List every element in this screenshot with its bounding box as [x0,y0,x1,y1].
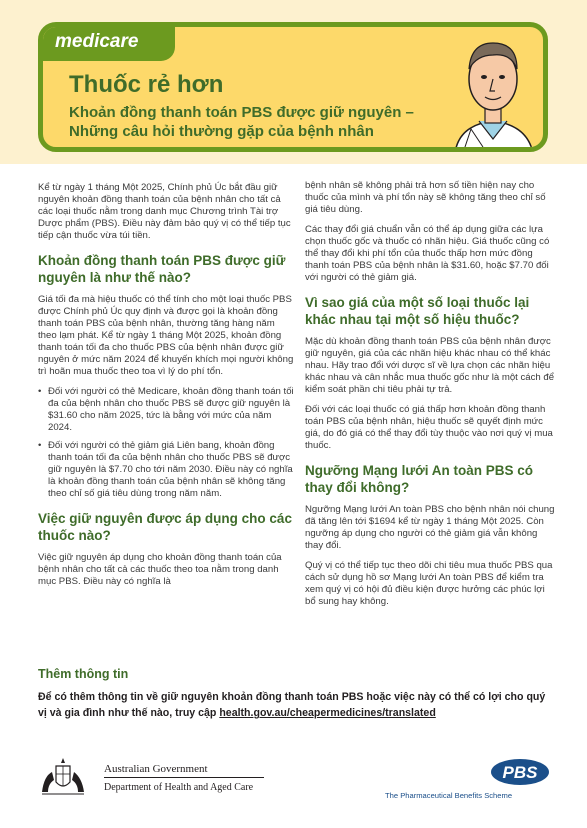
header-banner [0,0,587,164]
title-card [38,22,548,152]
intro-paragraph: Kể từ ngày 1 tháng Một 2025, Chính phủ Úc bắt đầu giữ nguyên khoản đồng thanh toán của bệnh nhân cho tất cả các loại thuốc nằm trong danh mục Chương trình Tài trợ Dược phẩm (PBS). Điều này đảm bảo quý vị có thể tiếp tục tiếp cận thuốc vừa túi tiền. [38,182,291,241]
left-column [38,182,296,596]
more-info-text [38,689,553,721]
paragraph: bệnh nhân sẽ không phải trả hơn số tiền hiện nay cho thuốc của mình và phí tổn này sẽ không tăng theo chỉ số giá tiêu dùng. [305,180,546,215]
section-heading-price-differences: Vì sao giá của một số loại thuốc lại khác nhau tại một số hiệu thuốc? [305,295,530,327]
page-subtitle: Khoản đồng thanh toán PBS được giữ nguyên – Những câu hỏi thường gặp của bệnh nhân [69,104,414,140]
more-info-heading: Thêm thông tin [38,667,129,681]
paragraph: Quý vị có thể tiếp tục theo dõi chi tiêu mua thuốc PBS qua cách sử dụng hồ sơ Mạng lưới An toàn PBS để kiểm tra xem quý vị có hội đủ điều kiện được hưởng các phúc lợi bổ sung hay không. [305,560,553,607]
medicare-tab [43,27,175,61]
more-info-section [38,667,553,721]
more-info-link[interactable]: health.gov.au/cheapermedicines/translated [219,707,436,719]
paragraph: Ngưỡng Mạng lưới An toàn PBS cho bệnh nhân nói chung đã tăng lên tới $1694 kể từ ngày 1 tháng Một 2025. Còn ngưỡng áp dụng cho người có thẻ giảm giá vẫn không thay đổi. [305,504,555,551]
pbs-name: The Pharmaceutical Benefits Scheme [385,791,513,800]
section-heading-what-is-freeze: Khoản đồng thanh toán PBS được giữ nguyên là như thế nào? [38,253,286,285]
pbs-logo-text: PBS [502,763,538,782]
medicare-brand: medicare [55,31,139,52]
pbs-logo-icon [490,758,550,786]
footer [0,752,587,828]
paragraph: Giá tối đa mà hiệu thuốc có thể tính cho một loại thuốc PBS được Chính phủ Úc quy định và được gọi là khoản đồng thanh toán PBS của bệnh nhân, thường tăng hàng năm theo lạm phát. Kể từ ngày 1 tháng Một 2025, khoản đồng thanh toán tối đa cho thuốc PBS của bệnh nhân được giữ nguyên ở mức năm 2024 để khuyến khích mọi người không trì hoãn mua thuốc theo toa vì lý do phí tổn. [38,294,294,377]
paragraph: Mặc dù khoản đồng thanh toán PBS của bệnh nhân được giữ nguyên, giá của các nhãn hiệu khác nhau có thể khác nhau. Hãy trao đổi với dược sĩ về lựa chọn các nhãn hiệu khác nhau và cân nhắc mua thuốc gốc như là một cách để kiểm soát phần chi tiêu phải tự trả. [305,336,555,395]
bullet-list [38,386,296,500]
bullet-concession: • Đối với người có thẻ giảm giá Liên bang, khoản đồng thanh toán tối đa của bệnh nhân cho thuốc PBS sẽ được giữ nguyên là $7.70 cho tới năm 2030. Điều này có nghĩa là khoản đồng thanh toán của bệnh nhân sẽ không tăng theo chỉ số giá tiêu dùng trong năm năm. [38,440,296,500]
department-name: Department of Health and Aged Care [104,782,254,793]
more-info-body: Để có thêm thông tin về giữ nguyên khoản đồng thanh toán PBS hoặc việc này có thể có lợi cho quý vị và gia đình như thế nào, truy cập [38,691,546,719]
bullet-medicare: • Đối với người có thẻ Medicare, khoản đồng thanh toán tối đa của bệnh nhân cho thuốc PBS sẽ được giữ nguyên là $31.60 cho năm 2025, tức là bằng với mức của năm 2024. [38,386,296,434]
page-title: Thuốc rẻ hơn [69,71,224,98]
section-heading-which-medicines: Việc giữ nguyên được áp dụng cho các thuốc nào? [38,511,292,543]
section-heading-safety-net: Ngưỡng Mạng lưới An toàn PBS có thay đổi không? [305,463,533,495]
paragraph: Đối với các loại thuốc có giá thấp hơn khoản đồng thanh toán PBS của bệnh nhân, hiệu thuốc sẽ quyết định mức giá, do đó giá có thể thay đổi tùy thuộc vào nơi quý vị mua thuốc. [305,404,553,451]
paragraph: Các thay đổi giá chuẩn vẫn có thể áp dụng giữa các lựa chọn thuốc gốc và thuốc có nhãn hiệu. Giá thuốc cũng có thể thay đổi khi phí tổn của thuốc thấp hơn mức đồng thanh toán PBS của bệnh nhân là $31.60, hoặc $7.70 đối với người có thẻ giảm giá. [305,224,550,283]
right-column [305,180,555,616]
divider [104,777,264,778]
doctor-portrait-icon [449,29,537,152]
gov-name: Australian Government [104,763,208,775]
paragraph: Việc giữ nguyên áp dụng cho khoản đồng thanh toán của bệnh nhân cho tất cả các thuốc theo toa nằm trong danh mục PBS. Điều này có nghĩa là [38,552,282,587]
australian-coat-of-arms-icon [38,758,88,798]
